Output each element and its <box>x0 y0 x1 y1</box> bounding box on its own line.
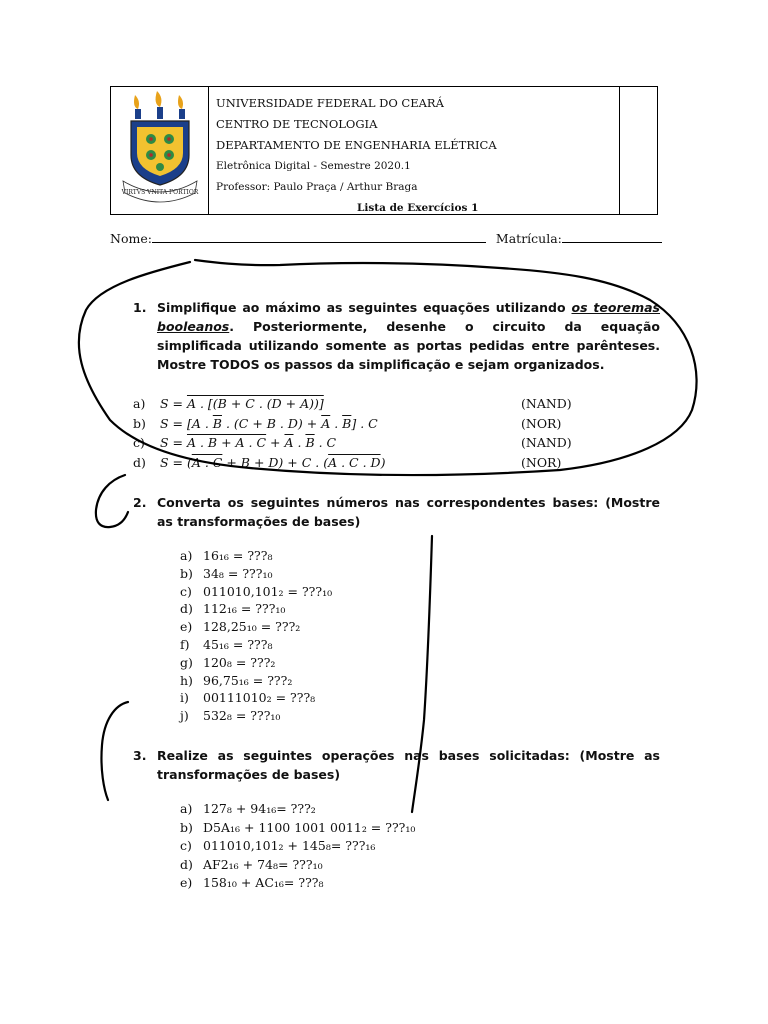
department-name: DEPARTAMENTO DE ENGENHARIA ELÉTRICA <box>216 138 497 152</box>
list-item: h) 96,75₁₆ = ???₂ <box>180 672 293 688</box>
question-text: Realize as seguintes operações nas bases solicitadas: (Mostre as transformações de bases) <box>157 748 660 782</box>
list-item: b) 34₈ = ???₁₀ <box>180 565 273 581</box>
list-item: f) 45₁₆ = ???₈ <box>180 636 273 652</box>
ink-bracket-question-2 <box>96 475 128 527</box>
emphasis-text: os teoremas booleanos <box>157 300 661 334</box>
list-item: a) S = A . [(B + C . (D + A))] (NAND) <box>133 396 572 411</box>
svg-text:VIRTVS VNITA FORTIOR: VIRTVS VNITA FORTIOR <box>121 189 199 196</box>
list-item: e) 128,25₁₀ = ???₂ <box>180 619 301 635</box>
question-text: Converta os seguintes números nas correspondentes bases: (Mostre as transformações de bases) <box>157 495 660 529</box>
name-label: Nome: <box>110 231 152 246</box>
question-2 <box>133 493 660 531</box>
equation-a: S = A . [(B + C . (D + A))] <box>159 396 324 411</box>
question-1-items <box>133 394 593 472</box>
list-item: c) S = A . B + A . $C + \overline{A}$ . $\overline{B}$ . C (NAND) <box>133 435 572 450</box>
header-lines <box>216 93 497 198</box>
student-info-line <box>110 230 660 246</box>
header-right-cell <box>619 87 657 214</box>
center-name: CENTRO DE TECNOLOGIA <box>216 117 378 131</box>
logo-cell <box>111 87 209 214</box>
professors: Professor: Paulo Praça / Arthur Braga <box>216 181 418 193</box>
question-2-items <box>180 547 332 725</box>
list-item: a) 16₁₆ = ???₈ <box>180 548 273 563</box>
question-text: Simplifique ao máximo as seguintes equações utilizando os teoremas booleanos. Posteriormente, desenhe o circuito da equação simplificada utilizando somente as portas pedidas entre parênteses. Mostre TODOS os passos da simplificação e sejam organizados. <box>157 300 661 372</box>
list-item: c) 011010,101₂ = ???₁₀ <box>180 583 333 599</box>
id-blank[interactable] <box>562 230 662 243</box>
university-logo <box>121 91 199 209</box>
question-3 <box>133 746 660 784</box>
list-item: j) 532₈ = ???₁₀ <box>180 708 281 724</box>
course-semester: Eletrônica Digital - Semestre 2020.1 <box>216 160 411 172</box>
id-label: Matrícula: <box>495 231 562 246</box>
list-item: b) S = [A . $\overline{B}$ . (C + B . $D) + \overline{A}$ . $\overline{B}$] . C (NOR) <box>133 415 562 431</box>
ink-bracket-question-3 <box>101 702 128 800</box>
equation-b: S = [A . $\overline{B}$ . (C + B . $D) + \overline{A}$ . $\overline{B}$] . C <box>159 415 378 431</box>
header-table <box>110 86 658 215</box>
equation-d: S = (A . C + B + D) + C . (A . C . D) <box>159 454 386 470</box>
question-3-items <box>180 800 415 893</box>
list-item: d) S = (A . C + B + D) + C . (A . C . D) (NOR) <box>133 454 562 470</box>
equation-c: S = A . B + A . $C + \overline{A}$ . $\overline{B}$ . C <box>159 435 337 450</box>
list-item: i) 00111010₂ = ???₈ <box>180 690 316 706</box>
list-item: d) AF2₁₆ + 74₈= ???₁₀ <box>180 856 323 872</box>
university-name: UNIVERSIDADE FEDERAL DO CEARÁ <box>216 96 444 110</box>
question-number: 3. <box>133 748 147 763</box>
question-number: 1. <box>133 300 147 315</box>
list-item: b) D5A₁₆ + 1100 1001 0011₂ = ???₁₀ <box>180 819 416 835</box>
list-item: d) 112₁₆ = ???₁₀ <box>180 601 286 617</box>
list-item: g) 120₈ = ???₂ <box>180 654 276 670</box>
list-title: Lista de Exercícios 1 <box>357 202 479 214</box>
question-number: 2. <box>133 495 147 510</box>
list-item: c) 011010,101₂ + 145₈= ???₁₆ <box>180 838 376 853</box>
name-blank[interactable] <box>152 230 486 243</box>
list-item: a) 127₈ + 94₁₆= ???₂ <box>180 801 316 816</box>
list-item: e) 158₁₀ + AC₁₆= ???₈ <box>180 875 324 890</box>
question-1 <box>133 298 660 374</box>
